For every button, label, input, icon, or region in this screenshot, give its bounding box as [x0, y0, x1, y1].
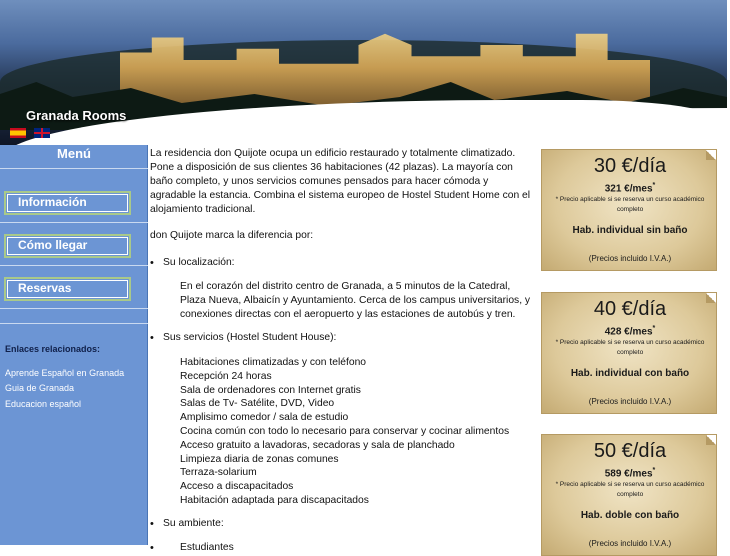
price-per-day: 30 €/día: [593, 155, 667, 177]
menu-divider: [0, 222, 148, 223]
menu-divider: [0, 308, 148, 309]
menu-divider: [0, 323, 148, 324]
list-item: Recepción 24 horas: [180, 370, 272, 382]
price-card-doble-con-bano[interactable]: [541, 434, 717, 556]
spanish-flag-icon[interactable]: [10, 128, 26, 138]
main-content: [150, 144, 538, 553]
intro-paragraph: La residencia don Quijote ocupa un edificio restaurado y totalmente climatizado. Pone a disposición de sus clientes 36 habitaciones (42 plazas). La mayoría con baño completo, y unos servicios comunes pensados para hacer cómoda y agradable la estancia. Combina el sistema europeo de Hostel Student Home con el alojamiento tradicional.: [150, 148, 531, 215]
location-text: En el corazón del distrito centro de Granada, a 5 minutos de la Catedral, Plaza Nueva, Albaicín y Ayuntamiento. Cerca de los campus universitarios, y conexiones directas con el aeropuerto y las estaciones de autobús y tren.: [180, 281, 531, 320]
bullet-location: • Su localización:: [150, 256, 235, 270]
header-banner: [0, 0, 727, 145]
list-item: Salas de Tv- Satélite, DVD, Video: [180, 398, 335, 410]
bullet-ambient: • Su ambiente:: [150, 517, 224, 531]
price-card-individual-sin-bano[interactable]: [541, 149, 717, 271]
link-educacion-espanol[interactable]: Educacion español: [5, 399, 82, 409]
list-item: Sala de ordenadores con Internet gratis: [180, 384, 361, 396]
price-per-day: 50 €/día: [593, 440, 667, 462]
room-type: Hab. individual sin baño: [572, 225, 688, 236]
price-per-month: 428 €/mes*: [604, 325, 656, 338]
bullet-services: • Sus servicios (Hostel Student House):: [150, 331, 336, 345]
price-per-day: 40 €/día: [593, 298, 667, 320]
english-flag-icon[interactable]: [34, 128, 50, 138]
list-item: Limpieza diaria de zonas comunes: [180, 453, 339, 465]
room-type: Hab. individual con baño: [570, 368, 690, 379]
list-item: Habitación adaptada para discapacitados: [180, 494, 369, 506]
link-aprende-espanol[interactable]: Aprende Español en Granada: [5, 368, 125, 378]
room-type: Hab. doble con baño: [580, 510, 680, 521]
site-title: Granada Rooms: [26, 108, 127, 123]
price-note: * Precio aplicable si se reserva un curso académico completo: [555, 481, 705, 498]
menu-divider: [0, 265, 148, 266]
list-item: Acceso a discapacitados: [180, 481, 294, 493]
price-note: * Precio aplicable si se reserva un curso académico completo: [555, 196, 705, 213]
menu-title: Menú: [0, 145, 148, 169]
list-item: Terraza-solarium: [180, 467, 257, 479]
related-links-title: Enlaces relacionados:: [5, 344, 101, 354]
price-per-month: 321 €/mes*: [604, 182, 656, 195]
sidebar: [0, 145, 148, 545]
list-item: Amplisimo comedor / sala de estudio: [180, 412, 349, 424]
bullet-partial: • Estudiantes: [150, 541, 234, 555]
menu-button-informacion[interactable]: Información: [4, 191, 131, 215]
menu-button-como-llegar[interactable]: Cómo llegar: [4, 234, 131, 258]
menu-button-reservas[interactable]: Reservas: [4, 277, 131, 301]
vat-note: (Precios incluido I.V.A.): [588, 254, 672, 263]
price-note: * Precio aplicable si se reserva un curso académico completo: [555, 339, 705, 356]
link-guia-granada[interactable]: Guia de Granada: [5, 383, 75, 393]
vat-note: (Precios incluido I.V.A.): [588, 539, 672, 548]
price-card-individual-con-bano[interactable]: [541, 292, 717, 414]
vat-note: (Precios incluido I.V.A.): [588, 397, 672, 406]
lead-text: don Quijote marca la diferencia por:: [150, 230, 314, 241]
list-item: Cocina común con todo lo necesario para conservar y cocinar alimentos: [180, 425, 510, 437]
list-item: Habitaciones climatizadas y con teléfono: [180, 357, 367, 368]
list-item: Acceso gratuito a lavadoras, secadoras y sala de planchado: [180, 439, 455, 451]
price-per-month: 589 €/mes*: [604, 467, 656, 480]
services-list: [180, 356, 509, 508]
